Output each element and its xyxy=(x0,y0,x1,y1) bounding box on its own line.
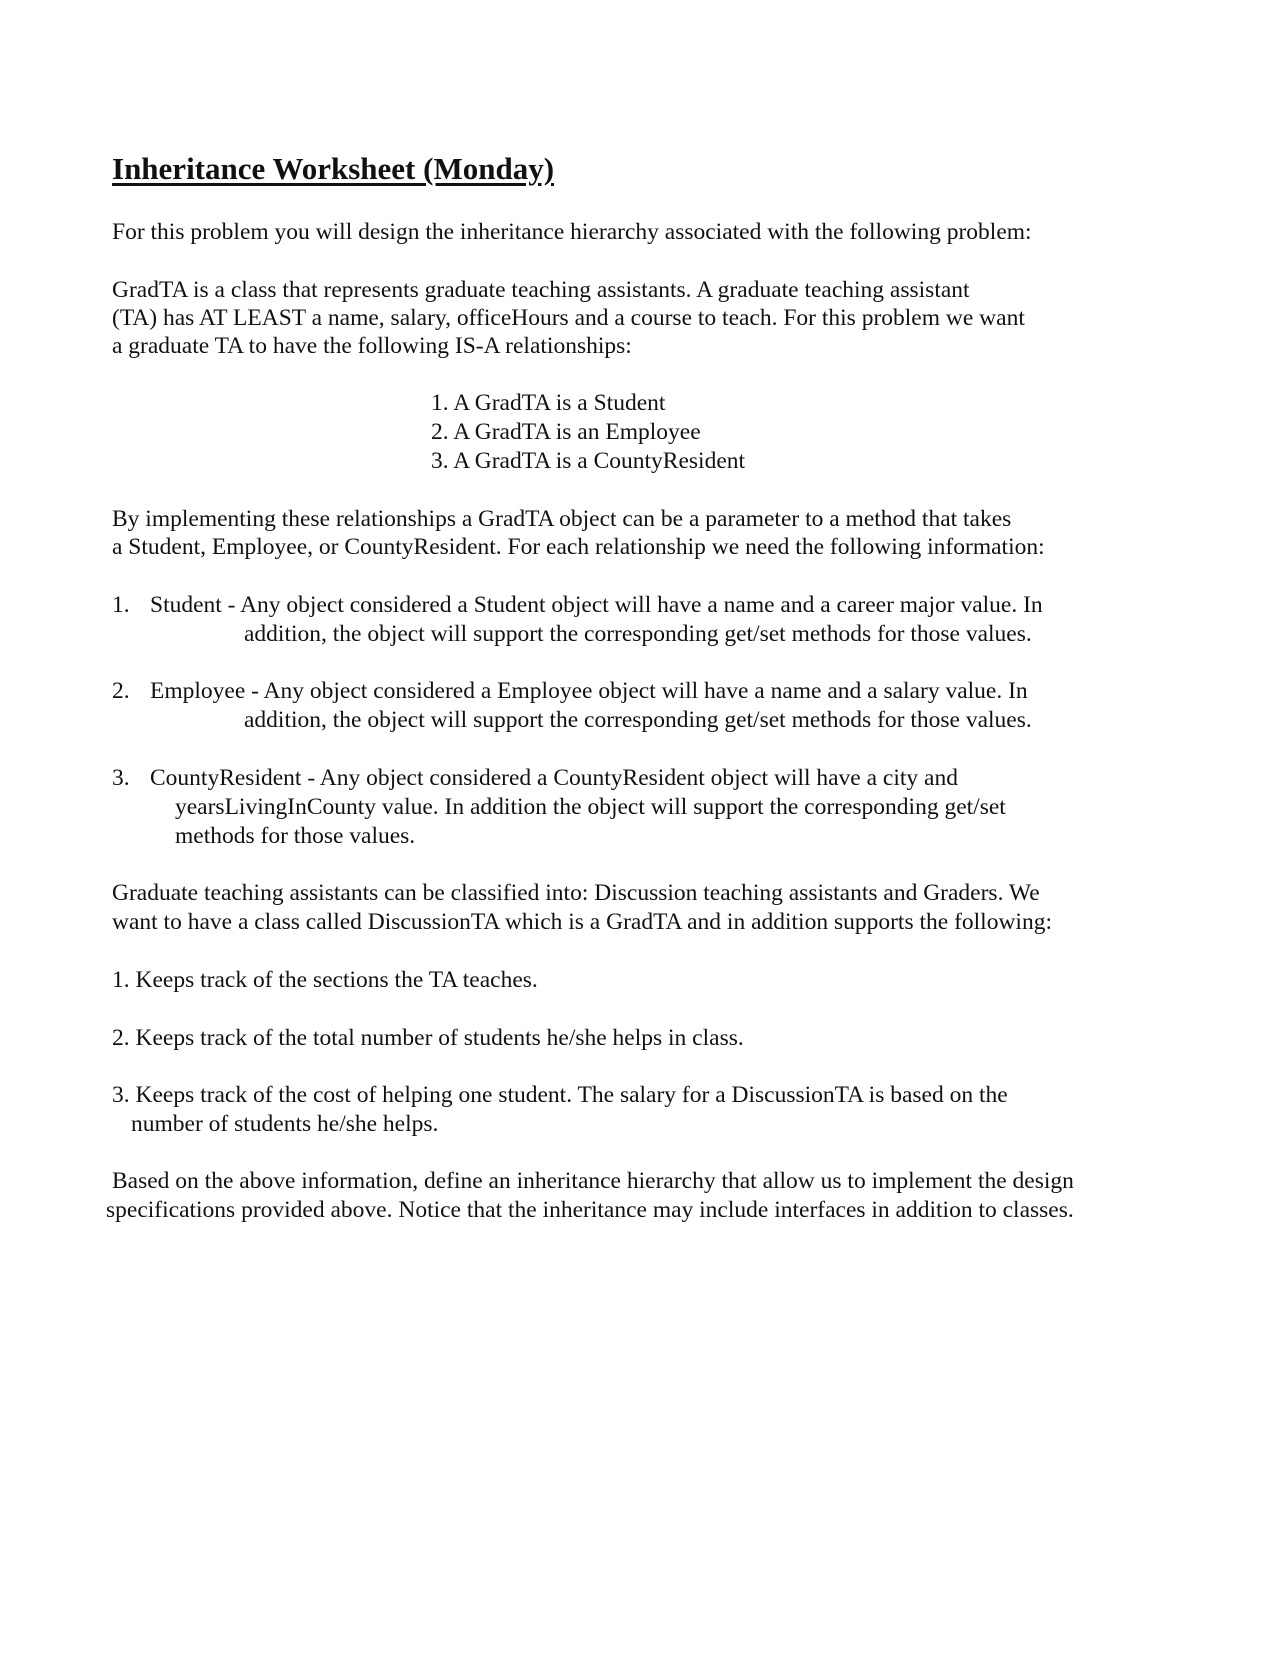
relationship-number: 3. xyxy=(112,765,130,791)
relationship-county-text: CountyResident - Any object considered a CountyResident object will have a city and xyxy=(150,765,958,791)
implementing-paragraph-line: a Student, Employee, or CountyResident. For each relationship we need the following information: xyxy=(112,534,1045,560)
isa-list-item: 3. A GradTA is a CountyResident xyxy=(431,448,746,474)
relationship-employee-text: Employee - Any object considered a Employee object will have a name and a salary value. In xyxy=(150,678,1028,704)
intro-text: For this problem you will design the inheritance hierarchy associated with the following problem: xyxy=(112,219,1032,245)
discussion-list-item: 1. Keeps track of the sections the TA teaches. xyxy=(112,967,538,993)
closing-paragraph-line: Based on the above information, define an inheritance hierarchy that allow us to implement the design xyxy=(112,1168,1074,1194)
isa-list-item: 1. A GradTA is a Student xyxy=(431,390,666,416)
relationship-number: 1. xyxy=(112,592,130,618)
gradta-paragraph-line: a graduate TA to have the following IS-A relationships: xyxy=(112,333,632,359)
relationship-employee-text: addition, the object will support the corresponding get/set methods for those values. xyxy=(244,707,1032,733)
relationship-county-text: yearsLivingInCounty value. In addition the object will support the corresponding get/set xyxy=(175,794,1006,820)
relationship-student-text: addition, the object will support the corresponding get/set methods for those values. xyxy=(244,621,1032,647)
gradta-paragraph-line: (TA) has AT LEAST a name, salary, officeHours and a course to teach. For this problem we want xyxy=(112,305,1025,331)
relationship-student-text: Student - Any object considered a Student object will have a name and a career major value. In xyxy=(150,592,1043,618)
gradta-paragraph-line: GradTA is a class that represents graduate teaching assistants. A graduate teaching assistant xyxy=(112,277,970,303)
classification-paragraph-line: Graduate teaching assistants can be classified into: Discussion teaching assistants and Graders. We xyxy=(112,880,1040,906)
implementing-paragraph-line: By implementing these relationships a GradTA object can be a parameter to a method that takes xyxy=(112,506,1012,532)
discussion-list-item: number of students he/she helps. xyxy=(131,1111,439,1137)
isa-list-item: 2. A GradTA is an Employee xyxy=(431,419,701,445)
relationship-county-text: methods for those values. xyxy=(175,823,416,849)
relationship-number: 2. xyxy=(112,678,130,704)
classification-paragraph-line: want to have a class called DiscussionTA which is a GradTA and in addition supports the following: xyxy=(112,909,1052,935)
discussion-list-item: 2. Keeps track of the total number of students he/she helps in class. xyxy=(112,1025,744,1051)
discussion-list-item: 3. Keeps track of the cost of helping one student. The salary for a DiscussionTA is based on the xyxy=(112,1082,1008,1108)
page-title: Inheritance Worksheet (Monday) xyxy=(112,151,555,186)
closing-paragraph-line: specifications provided above. Notice that the inheritance may include interfaces in addition to classes. xyxy=(106,1197,1074,1223)
